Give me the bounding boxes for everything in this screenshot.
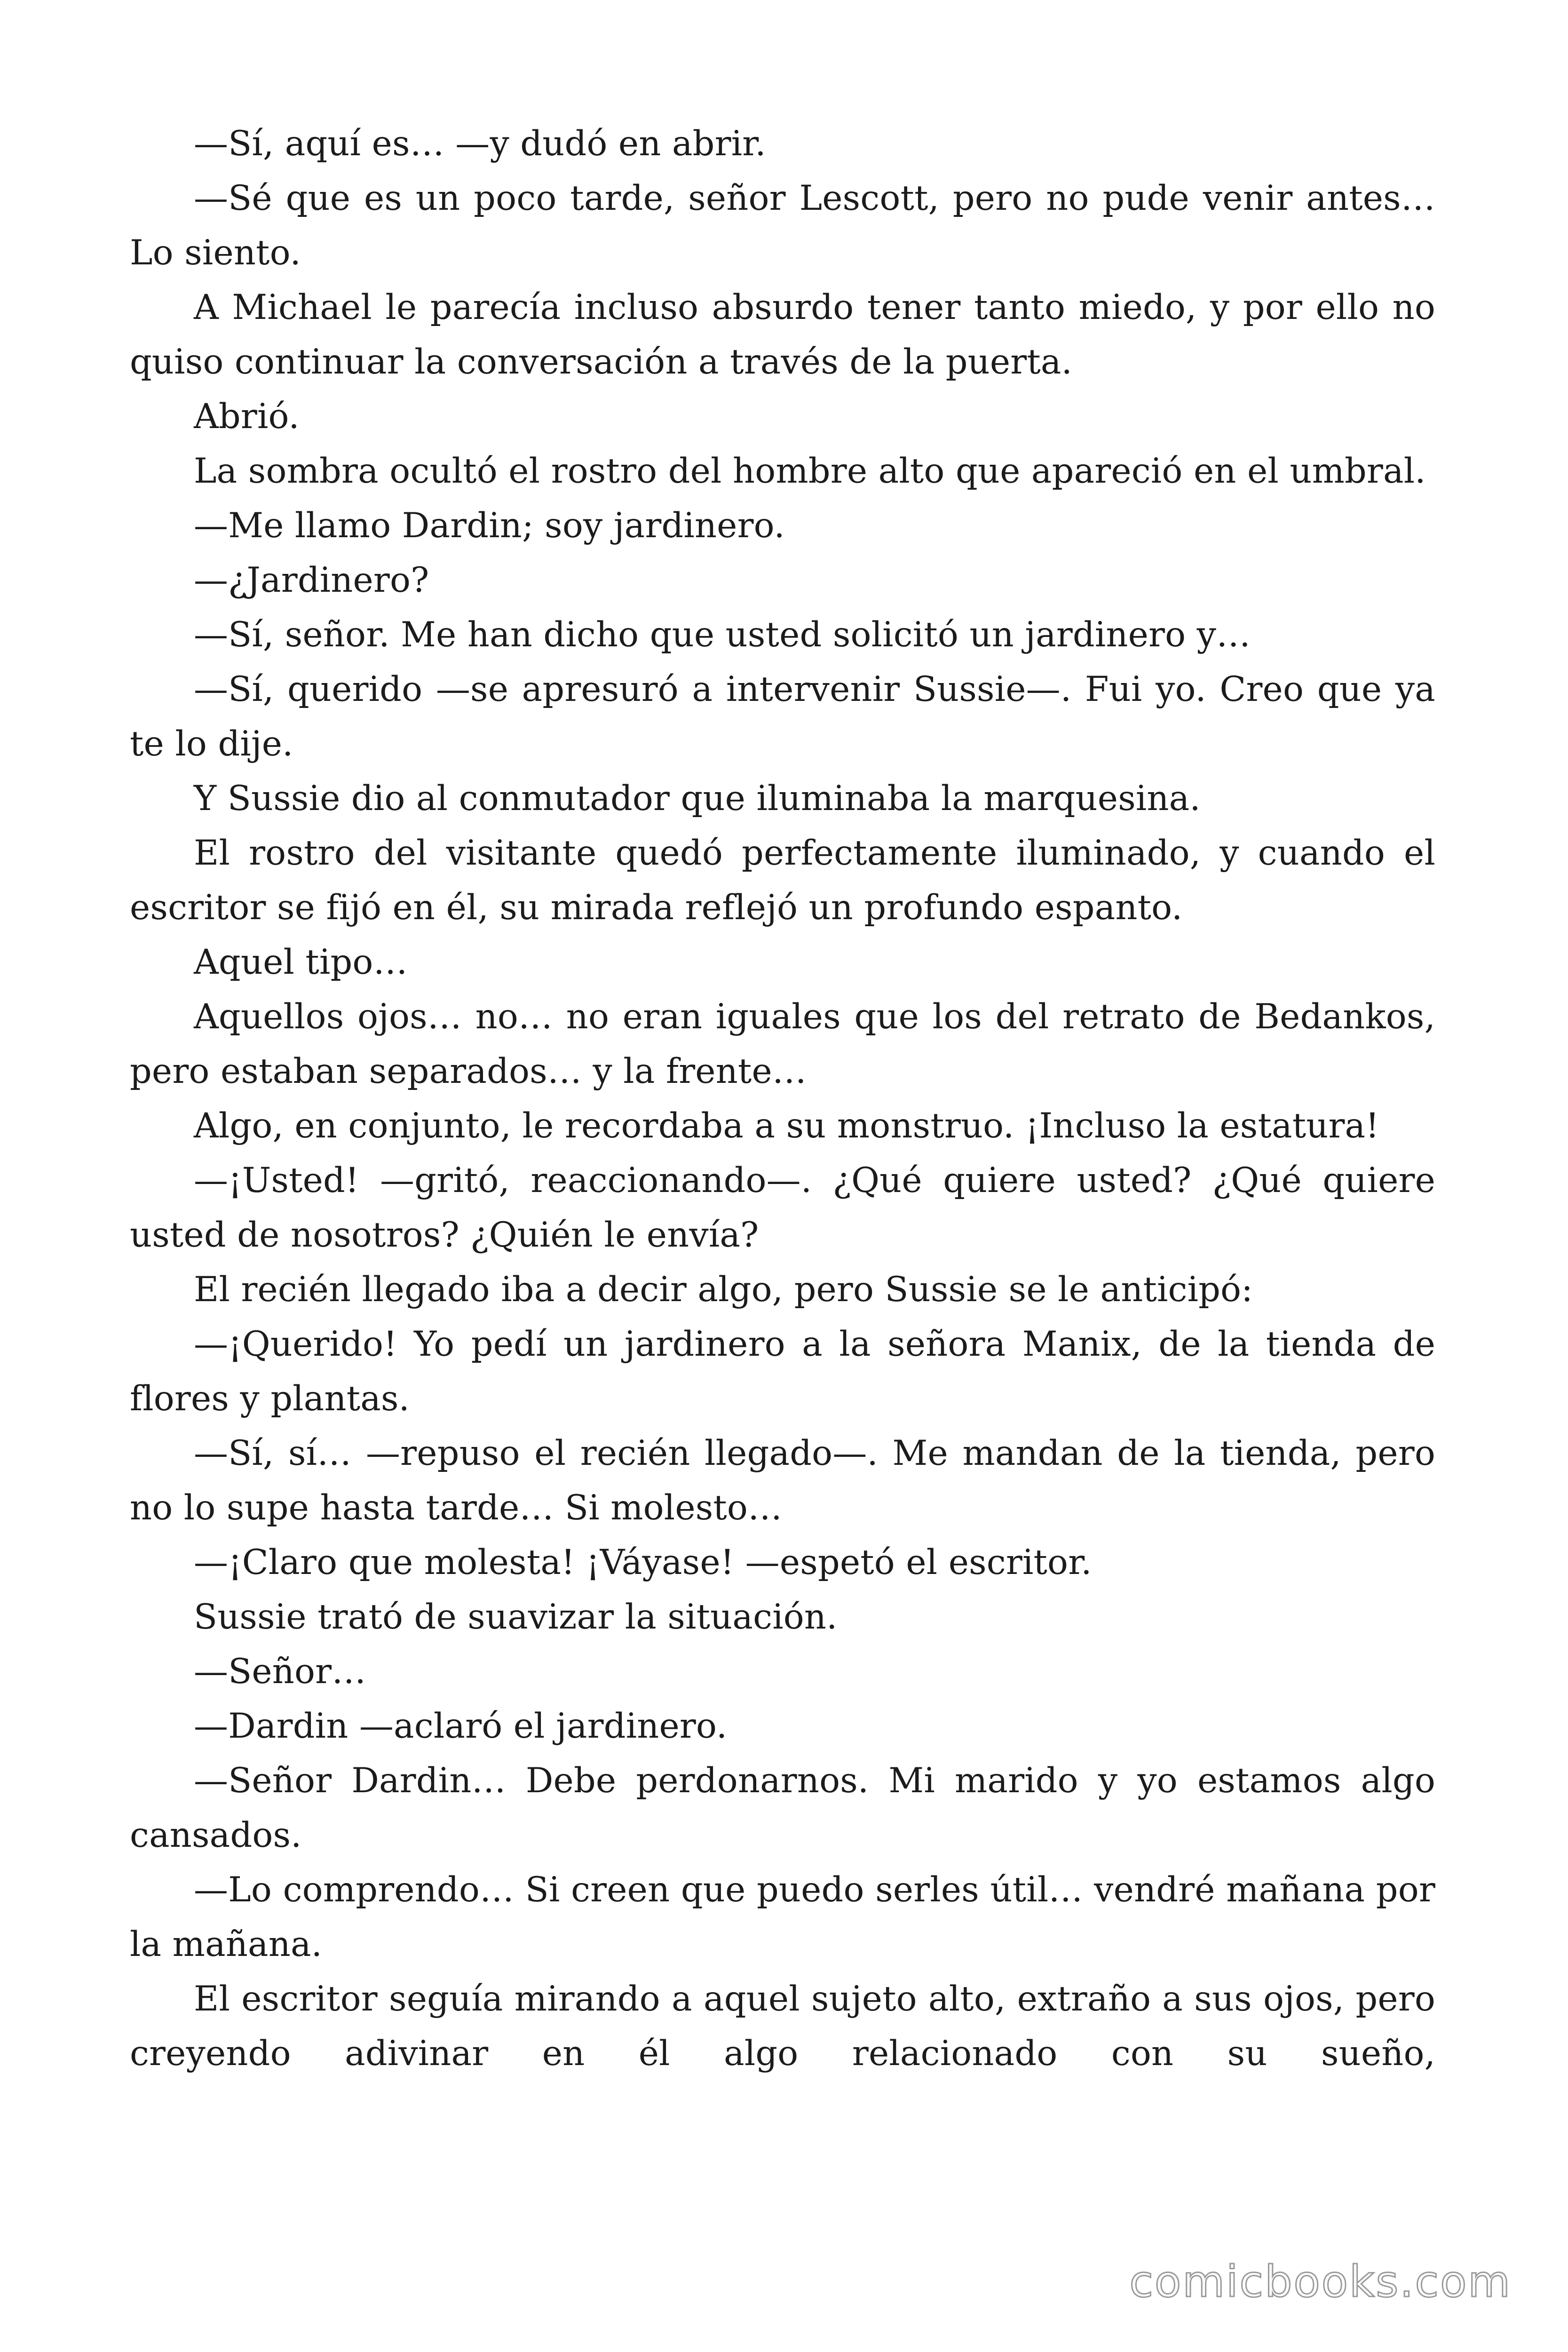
paragraph: Algo, en conjunto, le recordaba a su monstruo. ¡Incluso la estatura! (194, 1106, 1379, 1146)
paragraph: —¡Usted! —gritó, reaccionando—. ¿Qué quiere usted? ¿Qué quiere usted de nosotros? ¿Quién le envía? (130, 1160, 1435, 1255)
paragraph: Abrió. (194, 397, 300, 437)
paragraph: —¡Claro que molesta! ¡Váyase! —espetó el escritor. (194, 1542, 1092, 1582)
paragraph: El escritor seguía mirando a aquel sujeto alto, extraño a sus ojos, pero creyendo adivinar en él algo relacionado con su sueño, (130, 1979, 1435, 2074)
paragraph: Aquel tipo… (194, 942, 408, 982)
paragraph: A Michael le parecía incluso absurdo tener tanto miedo, y por ello no quiso continuar la conversación a través de la puerta. (130, 287, 1435, 382)
paragraph: —¿Jardinero? (194, 560, 429, 600)
paragraph: —Sí, sí… —repuso el recién llegado—. Me mandan de la tienda, pero no lo supe hasta tarde… Si molesto… (130, 1433, 1435, 1528)
paragraph: —Lo comprendo… Si creen que puedo serles útil… vendré mañana por la mañana. (130, 1870, 1435, 1964)
paragraph: Aquellos ojos… no… no eran iguales que los del retrato de Bedankos, pero estaban separados… y la frente… (130, 997, 1435, 1091)
paragraph: —Sí, señor. Me han dicho que usted solicitó un jardinero y… (194, 615, 1251, 655)
paragraph: —Sí, aquí es… —y dudó en abrir. (194, 124, 766, 164)
paragraph: El rostro del visitante quedó perfectamente iluminado, y cuando el escritor se fijó en él, su mirada reflejó un profundo espanto. (130, 833, 1435, 928)
paragraph: —Señor Dardin… Debe perdonarnos. Mi marido y yo estamos algo cansados. (130, 1761, 1435, 1855)
paragraph: Sussie trató de suavizar la situación. (194, 1597, 838, 1637)
page-body (130, 117, 1435, 2081)
paragraph: —Sé que es un poco tarde, señor Lescott, pero no pude venir antes… Lo siento. (130, 178, 1435, 273)
paragraph: —¡Querido! Yo pedí un jardinero a la señora Manix, de la tienda de flores y plantas. (130, 1324, 1435, 1419)
paragraph: —Me llamo Dardin; soy jardinero. (194, 506, 785, 546)
paragraph: —Sí, querido —se apresuró a intervenir Sussie—. Fui yo. Creo que ya te lo dije. (130, 669, 1435, 764)
paragraph: El recién llegado iba a decir algo, pero Sussie se le anticipó: (194, 1270, 1253, 1310)
paragraph: La sombra ocultó el rostro del hombre alto que apareció en el umbral. (194, 451, 1426, 491)
paragraph: —Dardin —aclaró el jardinero. (194, 1706, 728, 1746)
paragraph: Y Sussie dio al conmutador que iluminaba la marquesina. (194, 779, 1201, 818)
paragraph: —Señor… (194, 1652, 366, 1692)
watermark: comicbooks.com (1129, 2257, 1512, 2307)
